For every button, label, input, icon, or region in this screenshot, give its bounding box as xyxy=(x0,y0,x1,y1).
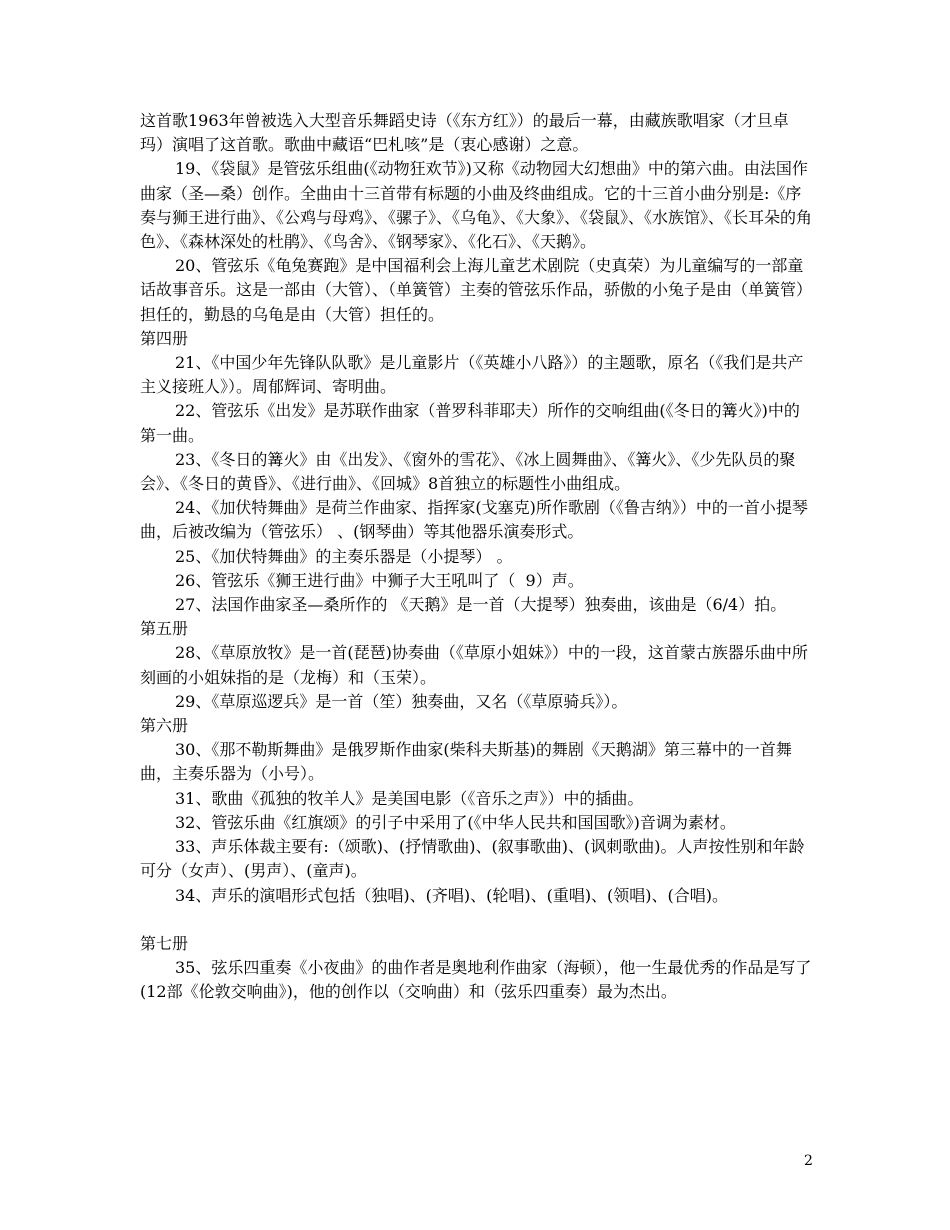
paragraph: 31、歌曲《孤独的牧羊人》是美国电影（《音乐之声》）中的插曲。 xyxy=(175,788,644,808)
paragraph: 30、《那不勒斯舞曲》是俄罗斯作曲家(柴科夫斯基)的舞剧《天鹅湖》第三幕中的一首舞曲，主奏乐器为（小号）。 xyxy=(140,740,792,784)
paragraph: 22、管弦乐《出发》是苏联作曲家（普罗科菲耶夫）所作的交响组曲(《冬日的篝火》)中的第一曲。 xyxy=(140,401,800,445)
paragraph: 24、《加伏特舞曲》是荷兰作曲家、指挥家(戈塞克)所作歌剧（《鲁吉纳》）中的一首小提琴曲，后被改编为（管弦乐） 、(钢琴曲）等其他器乐演奏形式。 xyxy=(140,498,808,542)
paragraph: 29、《草原巡逻兵》是一首（笙）独奏曲，又名（《草原骑兵》）。 xyxy=(175,691,628,711)
paragraph: 23、《冬日的篝火》由《出发》、《窗外的雪花》、《冰上圆舞曲》、《篝火》、《少先队员的聚会》、《冬日的黄昏》、《进行曲》、《回城》8首独立的标题性小曲组成。 xyxy=(140,449,796,494)
paragraph: 35、弦乐四重奏《小夜曲》的曲作者是奥地利作曲家（海顿），他一生最优秀的作品是写了(12部《伦敦交响曲》)，他的创作以（交响曲）和（弦乐四重奏）最为杰出。 xyxy=(140,957,812,1002)
paragraph: 21、《中国少年先锋队队歌》是儿童影片（《英雄小八路》）的主题歌，原名（《我们是共产主义接班人》）。周郁辉词、寄明曲。 xyxy=(140,353,804,397)
section-heading: 第七册 xyxy=(140,933,189,953)
section-heading: 第五册 xyxy=(140,619,189,639)
paragraph: 34、声乐的演唱形式包括（独唱)、(齐唱)、(轮唱)、(重唱)、(领唱)、(合唱)。 xyxy=(175,885,729,905)
section-heading: 第四册 xyxy=(140,328,189,348)
paragraph: 这首歌1963年曾被选入大型音乐舞蹈史诗（《东方红》）的最后一幕，由藏族歌唱家（才旦卓玛）演唱了这首歌。歌曲中藏语“巴札咳”是（衷心感谢）之意。 xyxy=(140,111,789,155)
blank-line xyxy=(140,908,812,932)
paragraph: 33、声乐体裁主要有:（颂歌)、(抒情歌曲)、(叙事歌曲)、(讽刺歌曲)。人声按性别和年龄可分（女声）、(男声）、(童声)。 xyxy=(140,837,805,881)
paragraph: 27、法国作曲家圣—桑所作的 《天鹅》是一首（大提琴）独奏曲，该曲是（6/4）拍。 xyxy=(175,595,787,615)
section-heading: 第六册 xyxy=(140,716,189,736)
paragraph: 28、《草原放牧》是一首(琵琶)协奏曲（《草原小姐妹》）中的一段，这首蒙古族器乐曲中所刻画的小姐妹指的是（龙梅）和（玉荣）。 xyxy=(140,643,808,687)
paragraph: 19、《袋鼠》是管弦乐组曲(《动物狂欢节》)又称《动物园大幻想曲》中的第六曲。由法国作曲家（圣—桑）创作。全曲由十三首带有标题的小曲及终曲组成。它的十三首小曲分别是:《序奏与狮王进行曲》、《公鸡与母鸡》、《骡子》、《乌龟》、《大象》、《袋鼠》、《水族馆》、《长耳朵的角色》、《森林深处的杜鹃》、《鸟舍》、《钢琴家》、《化石》、《天鹅》。 xyxy=(140,159,813,252)
paragraph: 20、管弦乐《龟兔赛跑》是中国福利会上海儿童艺术剧院（史真荣）为儿童编写的一部童话故事音乐。这是一部由（大管）、（单簧管）主奏的管弦乐作品，骄傲的小兔子是由（单簧管）担任的，勤恳的乌龟是由（大管）担任的。 xyxy=(140,256,813,324)
paragraph: 26、管弦乐《狮王进行曲》中狮子大王吼叫了（ 9）声。 xyxy=(175,570,584,590)
paragraph: 32、管弦乐曲《红旗颂》的引子中采用了(《中华人民共和国国歌》)音调为素材。 xyxy=(175,812,736,832)
page-number: 2 xyxy=(804,1153,813,1169)
paragraph: 25、《加伏特舞曲》的主奏乐器是（小提琴） 。 xyxy=(175,546,513,566)
document-body xyxy=(140,109,812,1004)
